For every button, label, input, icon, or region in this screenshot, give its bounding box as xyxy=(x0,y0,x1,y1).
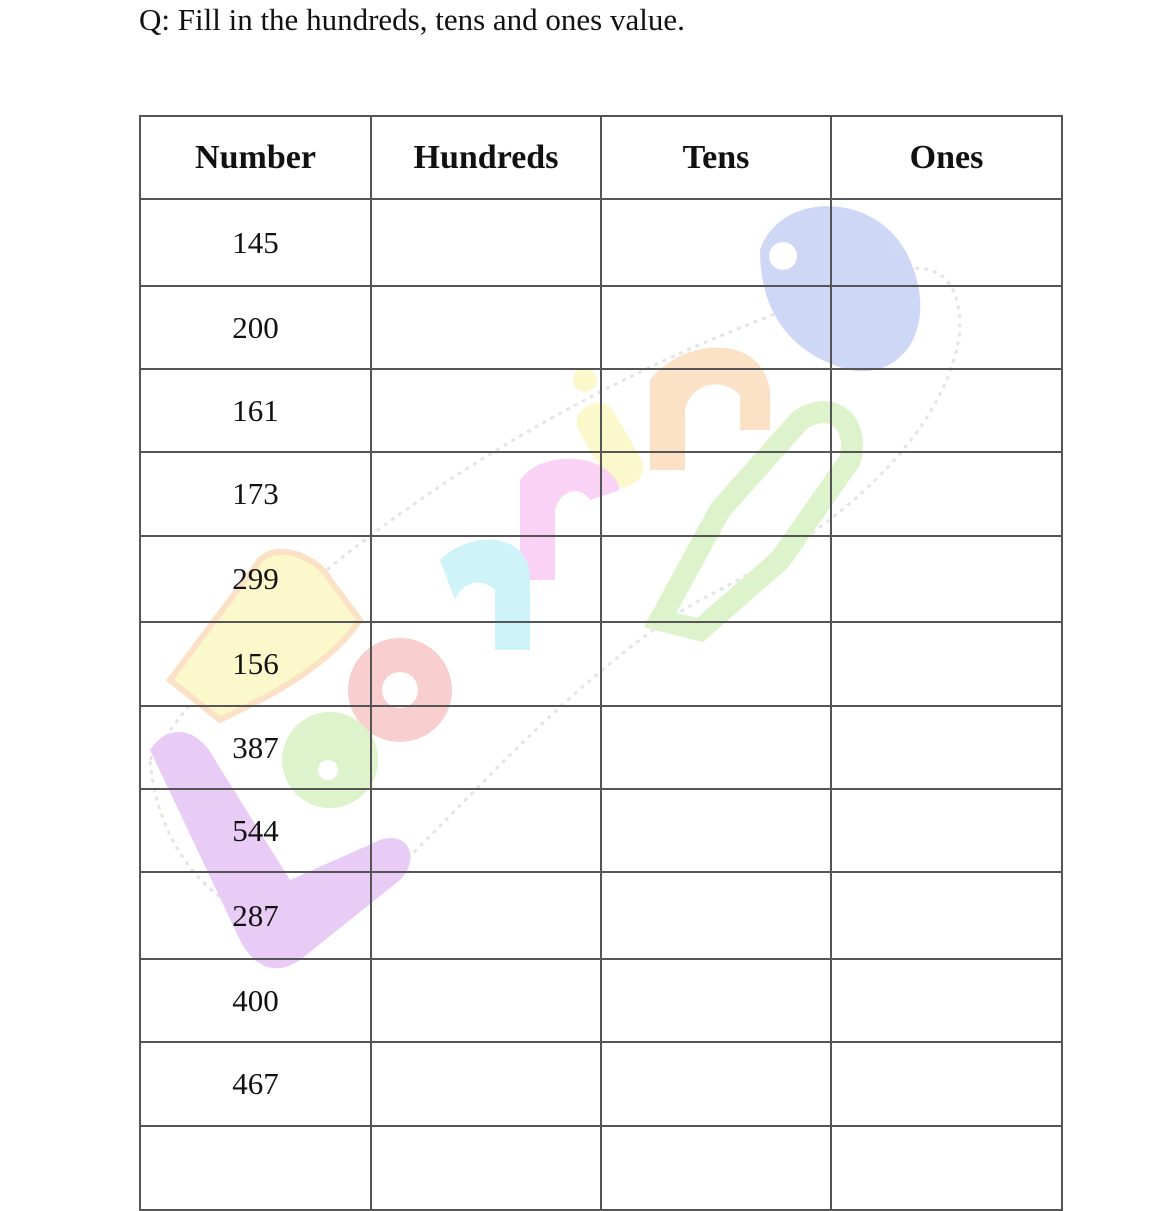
hundreds-answer-cell[interactable] xyxy=(371,706,601,789)
table-row xyxy=(140,872,1062,959)
table-row xyxy=(140,706,1062,789)
tens-answer-cell[interactable] xyxy=(601,452,831,536)
tens-answer-cell[interactable] xyxy=(601,622,831,706)
tens-answer-cell[interactable] xyxy=(601,536,831,622)
hundreds-answer-cell[interactable] xyxy=(371,872,601,959)
ones-answer-cell[interactable] xyxy=(831,286,1062,369)
number-cell: 400 xyxy=(140,959,371,1042)
tens-answer-cell[interactable] xyxy=(601,789,831,872)
table-row xyxy=(140,286,1062,369)
ones-answer-cell[interactable] xyxy=(831,1126,1062,1210)
hundreds-answer-cell[interactable] xyxy=(371,622,601,706)
number-cell: 299 xyxy=(140,536,371,622)
hundreds-answer-cell[interactable] xyxy=(371,369,601,452)
hundreds-answer-cell[interactable] xyxy=(371,199,601,286)
hundreds-answer-cell[interactable] xyxy=(371,536,601,622)
number-cell: 161 xyxy=(140,369,371,452)
table-row xyxy=(140,536,1062,622)
header-number: Number xyxy=(140,116,371,199)
tens-answer-cell[interactable] xyxy=(601,369,831,452)
hundreds-answer-cell[interactable] xyxy=(371,452,601,536)
number-cell: 287 xyxy=(140,872,371,959)
hundreds-answer-cell[interactable] xyxy=(371,286,601,369)
number-cell xyxy=(140,1126,371,1210)
hundreds-answer-cell[interactable] xyxy=(371,789,601,872)
question-prompt: Q: Fill in the hundreds, tens and ones value. xyxy=(139,2,685,37)
tens-answer-cell[interactable] xyxy=(601,1042,831,1126)
number-cell: 200 xyxy=(140,286,371,369)
ones-answer-cell[interactable] xyxy=(831,1042,1062,1126)
ones-answer-cell[interactable] xyxy=(831,536,1062,622)
tens-answer-cell[interactable] xyxy=(601,706,831,789)
tens-answer-cell[interactable] xyxy=(601,872,831,959)
ones-answer-cell[interactable] xyxy=(831,706,1062,789)
number-cell: 467 xyxy=(140,1042,371,1126)
number-cell: 544 xyxy=(140,789,371,872)
table-row xyxy=(140,789,1062,872)
ones-answer-cell[interactable] xyxy=(831,622,1062,706)
header-ones: Ones xyxy=(831,116,1062,199)
table-row xyxy=(140,622,1062,706)
ones-answer-cell[interactable] xyxy=(831,872,1062,959)
ones-answer-cell[interactable] xyxy=(831,452,1062,536)
ones-answer-cell[interactable] xyxy=(831,959,1062,1042)
tens-answer-cell[interactable] xyxy=(601,199,831,286)
number-cell: 173 xyxy=(140,452,371,536)
header-hundreds: Hundreds xyxy=(371,116,601,199)
tens-answer-cell[interactable] xyxy=(601,959,831,1042)
number-cell: 387 xyxy=(140,706,371,789)
table-row xyxy=(140,959,1062,1042)
place-value-table xyxy=(139,115,1063,1211)
table-row xyxy=(140,1126,1062,1210)
ones-answer-cell[interactable] xyxy=(831,789,1062,872)
number-cell: 145 xyxy=(140,199,371,286)
table-row xyxy=(140,1042,1062,1126)
table-row xyxy=(140,199,1062,286)
ones-answer-cell[interactable] xyxy=(831,369,1062,452)
hundreds-answer-cell[interactable] xyxy=(371,959,601,1042)
table-header-row xyxy=(140,116,1062,199)
hundreds-answer-cell[interactable] xyxy=(371,1042,601,1126)
header-tens: Tens xyxy=(601,116,831,199)
tens-answer-cell[interactable] xyxy=(601,1126,831,1210)
table-row xyxy=(140,452,1062,536)
tens-answer-cell[interactable] xyxy=(601,286,831,369)
table-row xyxy=(140,369,1062,452)
number-cell: 156 xyxy=(140,622,371,706)
ones-answer-cell[interactable] xyxy=(831,199,1062,286)
hundreds-answer-cell[interactable] xyxy=(371,1126,601,1210)
